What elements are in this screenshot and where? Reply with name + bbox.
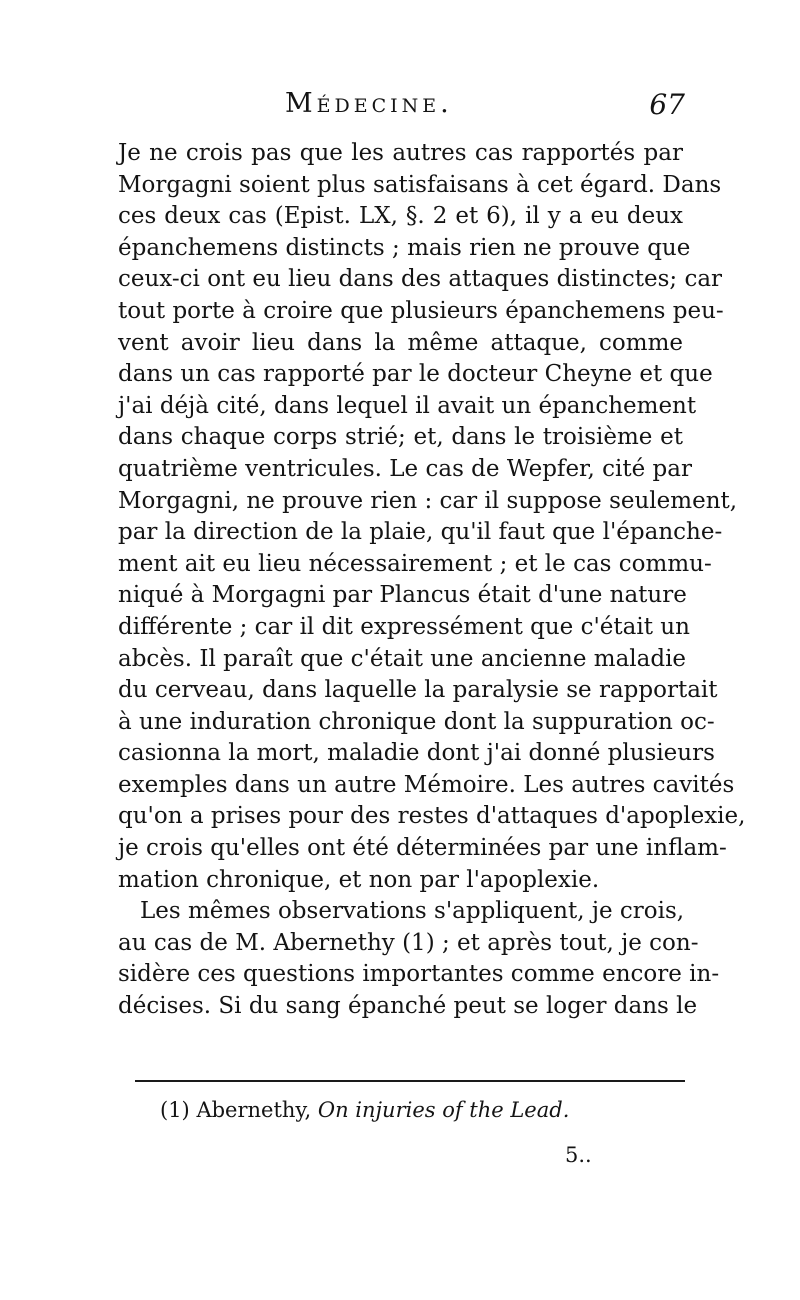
- footnote: [160, 1098, 569, 1122]
- text-line: casionna la mort, maladie dont j'ai donné plusieurs: [118, 740, 715, 767]
- text-line: dans chaque corps strié; et, dans le troisième et: [118, 424, 683, 451]
- text-line: quatrième ventricules. Le cas de Wepfer, cité par: [118, 455, 692, 482]
- text-line: je crois qu'elles ont été déterminées par une inflam-: [118, 835, 727, 862]
- body-text: [118, 138, 746, 1023]
- text-line: exemples dans un autre Mémoire. Les autres cavités: [118, 771, 735, 798]
- footnote-author: Abernethy,: [196, 1098, 312, 1122]
- text-line: tout porte à croire que plusieurs épanchemens peu-: [118, 297, 724, 324]
- text-line: mation chronique, et non par l'apoplexie.: [118, 866, 600, 893]
- text-line: par la direction de la plaie, qu'il faut que l'épanche-: [118, 519, 723, 546]
- footnote-rule: [135, 1080, 685, 1082]
- text-line: abcès. Il paraît que c'était une ancienne maladie: [118, 645, 687, 672]
- text-line: Les mêmes observations s'appliquent, je crois,: [140, 898, 685, 925]
- running-title: Médecine.: [285, 88, 453, 119]
- text-line: différente ; car il dit expressément que c'était un: [118, 613, 690, 640]
- text-line: ces deux cas (Epist. LX, §. 2 et 6), il y a eu deux: [118, 203, 683, 230]
- text-line: vent avoir lieu dans la même attaque, comme: [118, 329, 683, 356]
- footnote-title: On injuries of the Lead.: [317, 1098, 570, 1122]
- text-line: à une induration chronique dont la suppuration oc-: [118, 708, 715, 735]
- text-line: épanchemens distincts ; mais rien ne prouve que: [118, 234, 691, 261]
- page-number: 67: [649, 88, 685, 121]
- running-head: [115, 88, 685, 128]
- text-line: décises. Si du sang épanché peut se loger dans le: [118, 993, 698, 1020]
- text-line: sidère ces questions importantes comme encore in-: [118, 961, 720, 988]
- text-line: au cas de M. Abernethy (1) ; et après tout, je con-: [118, 929, 699, 956]
- text-line: qu'on a prises pour des restes d'attaques d'apoplexie,: [118, 803, 746, 830]
- text-line: Morgagni, ne prouve rien : car il suppose seulement,: [118, 487, 738, 514]
- text-line: ment ait eu lieu nécessairement ; et le cas commu-: [118, 550, 712, 577]
- signature-mark: 5..: [565, 1143, 592, 1167]
- text-line: dans un cas rapporté par le docteur Cheyne et que: [118, 361, 713, 388]
- text-line: du cerveau, dans laquelle la paralysie se rapportait: [118, 677, 718, 704]
- text-line: ceux-ci ont eu lieu dans des attaques distinctes; car: [118, 266, 723, 293]
- text-line: Je ne crois pas que les autres cas rapportés par: [118, 140, 683, 166]
- footnote-marker: (1): [160, 1098, 190, 1122]
- text-line: j'ai déjà cité, dans lequel il avait un épanchement: [118, 392, 697, 419]
- text-line: Morgagni soient plus satisfaisans à cet égard. Dans: [118, 171, 722, 198]
- text-line: niqué à Morgagni par Plancus était d'une nature: [118, 582, 687, 609]
